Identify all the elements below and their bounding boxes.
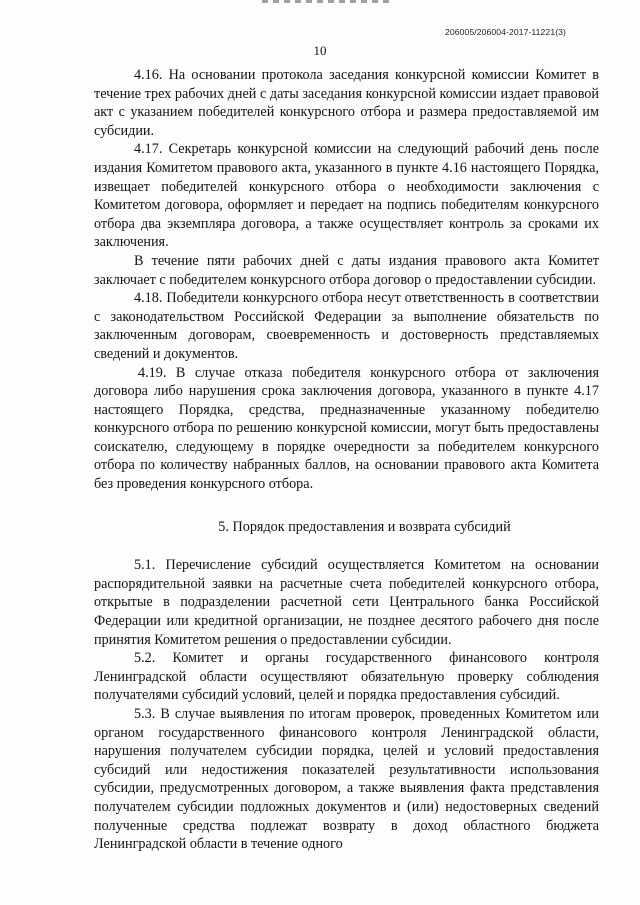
paragraph-5-2: 5.2. Комитет и органы государственного финансового контроля Ленинградской области осуществляют обязательную проверку соблюдения получателями субсидий условий, целей и порядка предоставления субсидий. (94, 650, 599, 704)
paragraph-4-16: 4.16. На основании протокола заседания конкурсной комиссии Комитет в течение трех рабочих дней с даты заседания конкурсной комиссии издает правовой акт с указанием победителей конкурсного отбора и размера предоставляемой им субсидии. (94, 67, 599, 139)
paragraph-4-17-contract: В течение пяти рабочих дней с даты издания правового акта Комитет заключает с победителем конкурсного отбора договор о предоставлении субсидии. (94, 252, 599, 288)
paragraph-4-19: 4.19. В случае отказа победителя конкурсного отбора от заключения договора либо нарушения срока заключения договора, указанного в пункте 4.17 настоящего Порядка, средства, предназначенные указанному победителю конкурсного отбора по решению конкурсной комиссии, могут быть предоставлены соискателю, следующему в порядке очередности за победителем конкурсного отбора по количеству набранных баллов, на основании правового акта Комитета без проведения конкурсного отбора. (94, 364, 599, 493)
section-heading: 5. Порядок предоставления и возврата субсидий (218, 518, 511, 535)
document-code: 206005/206004-2017-11221(3) (444, 27, 566, 37)
paragraph-4-17: 4.17. Секретарь конкурсной комиссии на следующий рабочий день после издания Комитетом правового акта, указанного в пункте 4.16 настоящего Порядка, извещает победителей конкурсного отбора о необходимости заключения с Комитетом договора, оформляет и передает на подпись победителям конкурсного отбора два экземпляра договора, а также осуществляет контроль за сроками их заключения. (94, 141, 599, 251)
document-body (94, 66, 599, 854)
scan-artifact (262, 0, 392, 3)
paragraph-5-3: 5.3. В случае выявления по итогам проверок, проведенных Комитетом или органом государственного финансового контроля Ленинградской области, нарушения получателем субсидии порядка, целей и условий предоставления субсидий или недостижения показателей результативности использования субсидии, предусмотренных договором, а также выявления факта представления получателем субсидии подложных документов и (или) недостоверных сведений полученные средства подлежат возврату в доход областного бюджета Ленинградской области в течение одного (94, 706, 599, 853)
paragraph-4-18: 4.18. Победители конкурсного отбора несут ответственность в соответствии с законодательством Российской Федерации за выполнение обязательств по заключенным договорам, своевременность и достоверность представляемых сведений и документов. (94, 290, 599, 362)
paragraph-5-1: 5.1. Перечисление субсидий осуществляется Комитетом на основании распорядительной заявки на расчетные счета победителей конкурсного отбора, открытые в подразделении расчетной сети Центрального банка Российской Федерации или кредитной организации, не позднее десятого рабочего дня после принятия Комитетом решения о предоставлении субсидии. (94, 557, 599, 648)
page-number: 10 (313, 43, 327, 58)
